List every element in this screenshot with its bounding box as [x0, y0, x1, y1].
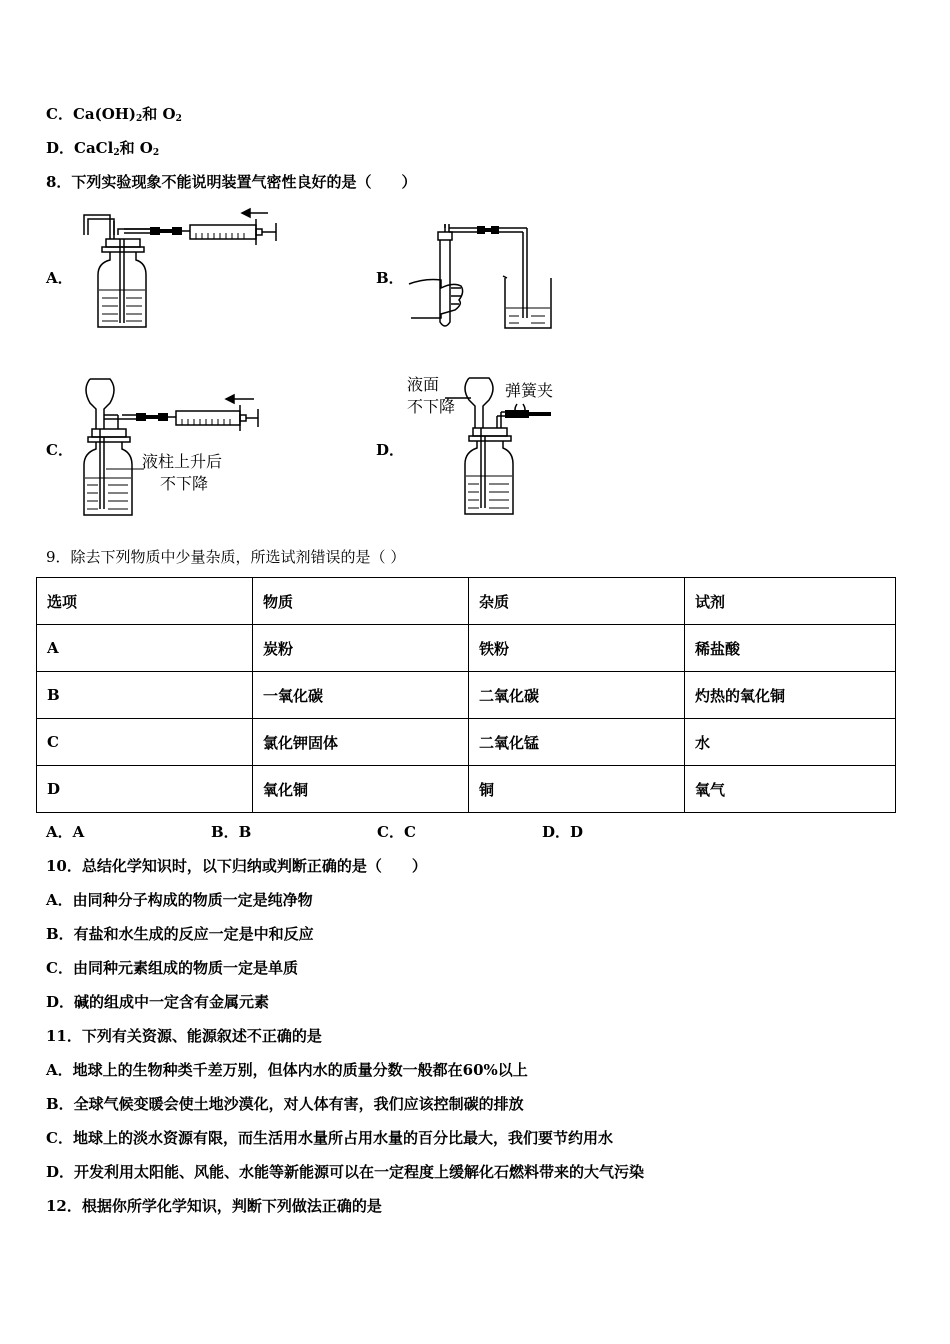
q11-stem: 11．下列有关资源、能源叙述不正确的是: [46, 1027, 322, 1045]
table-cell: D: [37, 766, 253, 813]
table-cell: 氯化钾固体: [253, 719, 469, 766]
table-cell: B: [37, 672, 253, 719]
q11-option-b: B．全球气候变暖会使土地沙漠化，对人体有害，我们应该控制碳的排放: [46, 1095, 524, 1113]
q9-option-c: C．C: [377, 823, 416, 841]
header-cell: 杂质: [469, 578, 685, 625]
q12-stem: 12．根据你所学化学知识，判断下列做法正确的是: [46, 1197, 382, 1215]
table-cell: 稀盐酸: [685, 625, 896, 672]
q7-d-sub1: 2: [113, 148, 120, 158]
table-cell: 炭粉: [253, 625, 469, 672]
q7-d-sub2: 2: [152, 148, 160, 158]
table-cell: 氧气: [685, 766, 896, 813]
q9-table: [36, 577, 896, 813]
q7-c-sub2: 2: [175, 114, 182, 124]
header-cell: 物质: [253, 578, 469, 625]
table-cell: 灼热的氧化铜: [685, 672, 896, 719]
q8-c-note-2: 不下降: [160, 474, 209, 493]
table-cell: 二氧化碳: [469, 672, 685, 719]
q10-option-b: B．有盐和水生成的反应一定是中和反应: [46, 925, 314, 943]
q9-stem: 9．除去下列物质中少量杂质，所选试剂错误的是（ ）: [46, 548, 406, 566]
header-cell: 试剂: [685, 578, 896, 625]
q7-option-c: [46, 103, 182, 124]
table-row: [37, 625, 896, 672]
q8-label-d: D．: [376, 441, 405, 459]
q9-option-d: D．D: [542, 823, 584, 841]
q8-c-note-1: 液柱上升后: [142, 452, 223, 471]
table-cell: 水: [685, 719, 896, 766]
q9-option-b: B．B: [211, 823, 252, 841]
q8-d-note-right: 弹簧夹: [505, 381, 554, 400]
q10-option-c: C．由同种元素组成的物质一定是单质: [46, 959, 298, 977]
q7-c-sub1: 2: [136, 114, 143, 124]
q11-option-a: A．地球上的生物种类千差万别，但体内水的质量分数一般都在60%以上: [46, 1061, 528, 1079]
q7-d-text: D．CaCl: [46, 139, 114, 157]
header-cell: 选项: [37, 578, 253, 625]
table-row: [37, 766, 896, 813]
q8-figure-b: [405, 222, 565, 337]
q8-figure-c: [78, 377, 338, 522]
table-cell: 铁粉: [469, 625, 685, 672]
table-header-row: [37, 578, 896, 625]
q7-c-mid: 和 O: [142, 105, 176, 123]
table-row: [37, 719, 896, 766]
table-cell: 二氧化锰: [469, 719, 685, 766]
q8-d-note-left-2: 不下降: [407, 397, 456, 416]
q11-option-c: C．地球上的淡水资源有限，而生活用水量所占用水量的百分比最大，我们要节约用水: [46, 1129, 613, 1147]
q8-label-c: C．: [46, 441, 73, 459]
table-cell: 一氧化碳: [253, 672, 469, 719]
q7-c-text: C．Ca(OH): [46, 105, 137, 123]
table-cell: C: [37, 719, 253, 766]
q7-d-mid: 和 O: [119, 139, 153, 157]
q8-figure-d: [405, 372, 565, 522]
q8-label-a: A．: [46, 269, 73, 287]
table-row: [37, 672, 896, 719]
table-cell: 铜: [469, 766, 685, 813]
q9-option-a: A．A: [46, 823, 85, 841]
q8-stem: 8．下列实验现象不能说明装置气密性良好的是（ ）: [46, 173, 417, 191]
q8-d-note-left-1: 液面: [407, 375, 440, 394]
q8-figure-a: [80, 205, 290, 335]
table-cell: A: [37, 625, 253, 672]
q7-option-d: [46, 137, 159, 158]
table-cell: 氧化铜: [253, 766, 469, 813]
q10-option-a: A．由同种分子构成的物质一定是纯净物: [46, 891, 313, 909]
q10-stem: 10．总结化学知识时，以下归纳或判断正确的是（ ）: [46, 857, 427, 875]
q11-option-d: D．开发利用太阳能、风能、水能等新能源可以在一定程度上缓解化石燃料带来的大气污染: [46, 1163, 645, 1181]
q8-label-b: B．: [376, 269, 404, 287]
q10-option-d: D．碱的组成中一定含有金属元素: [46, 993, 270, 1011]
